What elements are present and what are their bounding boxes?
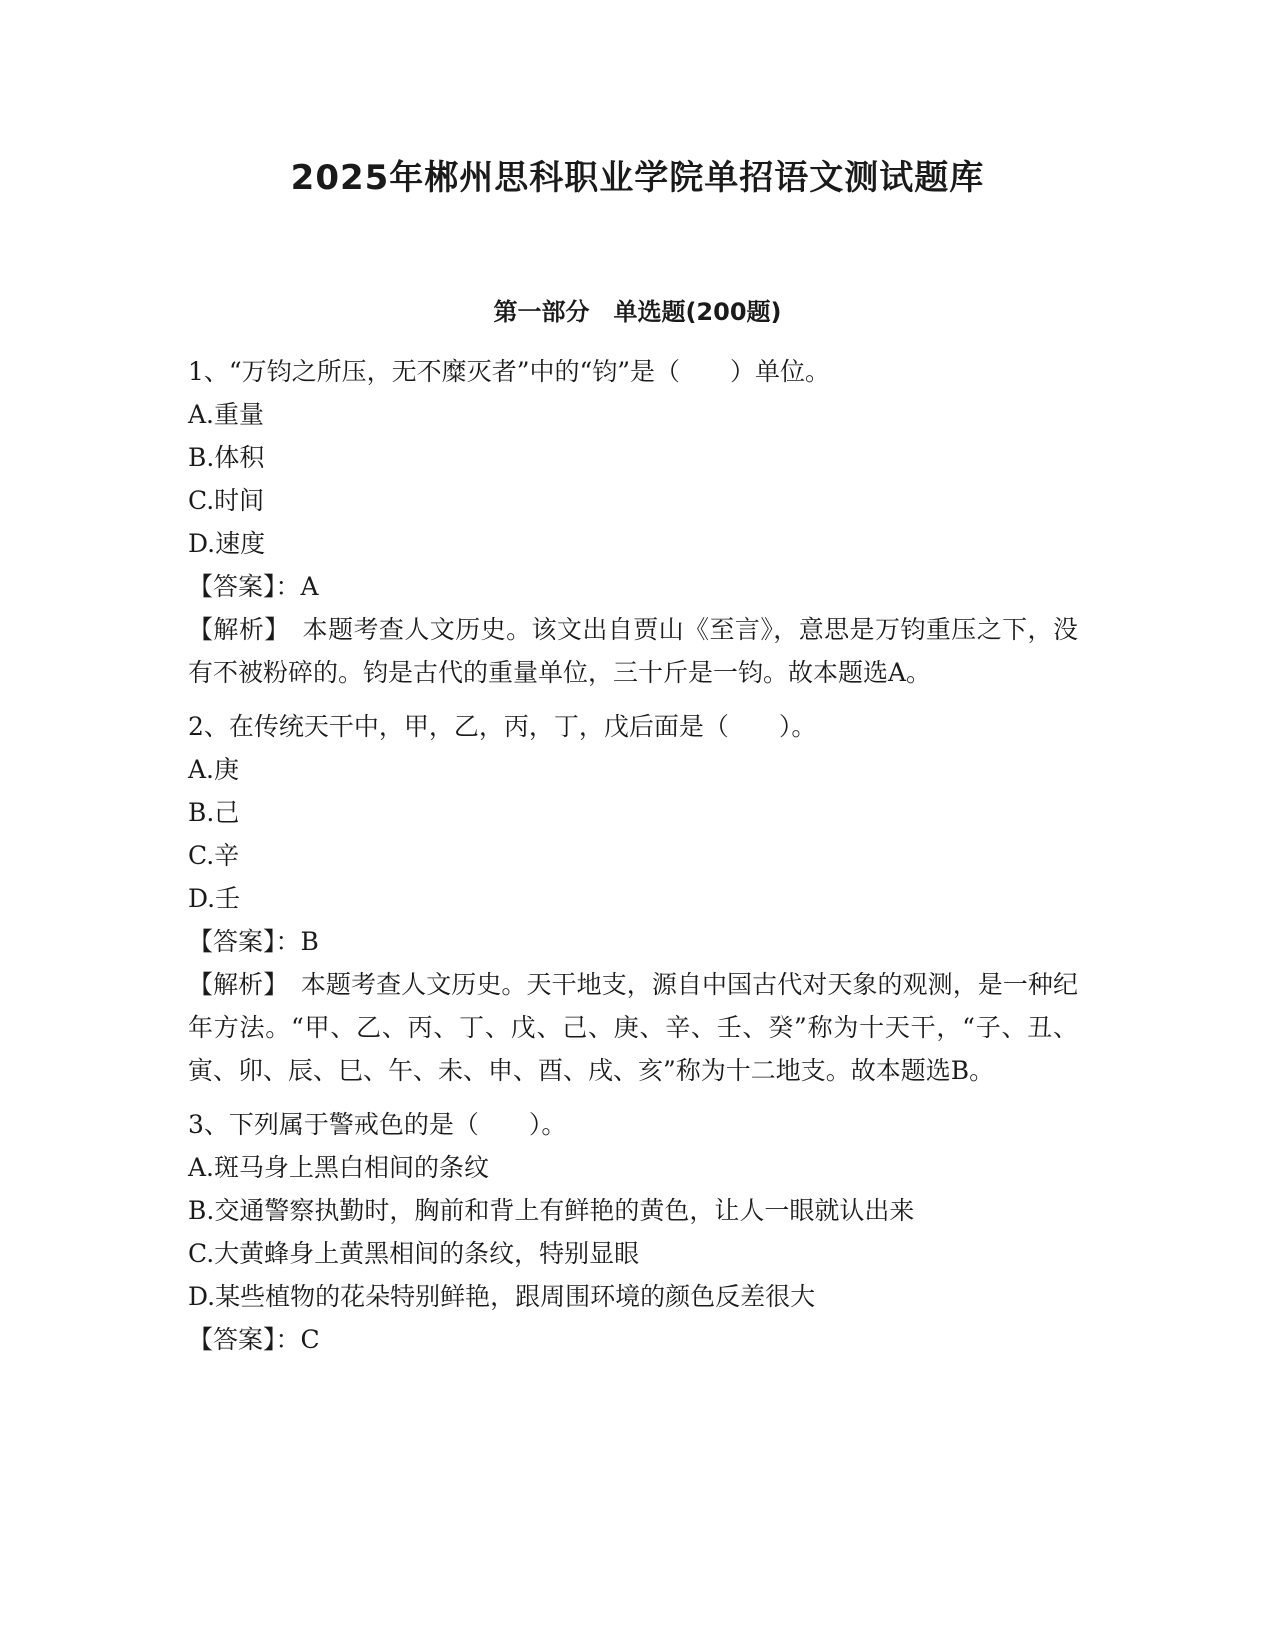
answer-label: 【答案】： — [188, 572, 301, 601]
section-heading: 第一部分 单选题(200题) — [493, 298, 782, 326]
analysis-label: 【解析】 — [188, 615, 303, 644]
analysis-text — [188, 963, 1078, 1092]
analysis-text — [188, 608, 1078, 694]
question-stem: 1、“万钧之所压，无不糜灭者”中的“钧”是（ ）单位。 — [188, 357, 831, 386]
question-1 — [188, 350, 1078, 694]
option-d: D.壬 — [188, 884, 241, 913]
option-a: A.庚 — [188, 755, 240, 784]
question-3 — [188, 1103, 1078, 1361]
analysis-body: 本题考查人文历史。天干地支，源自中国古代对天象的观测，是一种纪年方法。“甲、乙、丙、丁、戊、己、庚、辛、壬、癸”称为十天干，“子、丑、寅、卯、辰、巳、午、未、申、酉、戌、亥”称为十二地支。故本题选B。 — [188, 970, 1078, 1085]
option-c: C.时间 — [188, 486, 265, 515]
answer-line — [188, 565, 1078, 608]
answer-value: A — [300, 572, 319, 601]
option-b: B.交通警察执勤时，胸前和背上有鲜艳的黄色，让人一眼就认出来 — [188, 1196, 915, 1225]
question-stem: 2、在传统天干中，甲，乙，丙，丁，戊后面是（ ）。 — [188, 712, 817, 741]
question-2 — [188, 705, 1078, 1092]
analysis-label: 【解析】 — [188, 970, 301, 999]
option-a: A.斑马身上黑白相间的条纹 — [188, 1153, 490, 1182]
question-stem: 3、下列属于警戒色的是（ ）。 — [188, 1110, 567, 1139]
document-title: 2025年郴州思科职业学院单招语文测试题库 — [290, 158, 985, 198]
option-b: B.己 — [188, 798, 240, 827]
analysis-body: 本题考查人文历史。该文出自贾山《至言》，意思是万钧重压之下，没有不被粉碎的。钧是古代的重量单位，三十斤是一钧。故本题选A。 — [188, 615, 1078, 687]
answer-value: B — [300, 927, 319, 956]
option-d: D.速度 — [188, 529, 266, 558]
option-b: B.体积 — [188, 443, 265, 472]
answer-line — [188, 920, 1078, 963]
answer-label: 【答案】： — [188, 927, 301, 956]
option-c: C.大黄蜂身上黄黑相间的条纹，特别显眼 — [188, 1239, 640, 1268]
option-d: D.某些植物的花朵特别鲜艳，跟周围环境的颜色反差很大 — [188, 1282, 816, 1311]
answer-line — [188, 1318, 1078, 1361]
question-list — [188, 350, 1078, 1372]
option-a: A.重量 — [188, 400, 265, 429]
option-c: C.辛 — [188, 841, 240, 870]
answer-value: C — [300, 1325, 320, 1354]
answer-label: 【答案】： — [188, 1325, 301, 1354]
